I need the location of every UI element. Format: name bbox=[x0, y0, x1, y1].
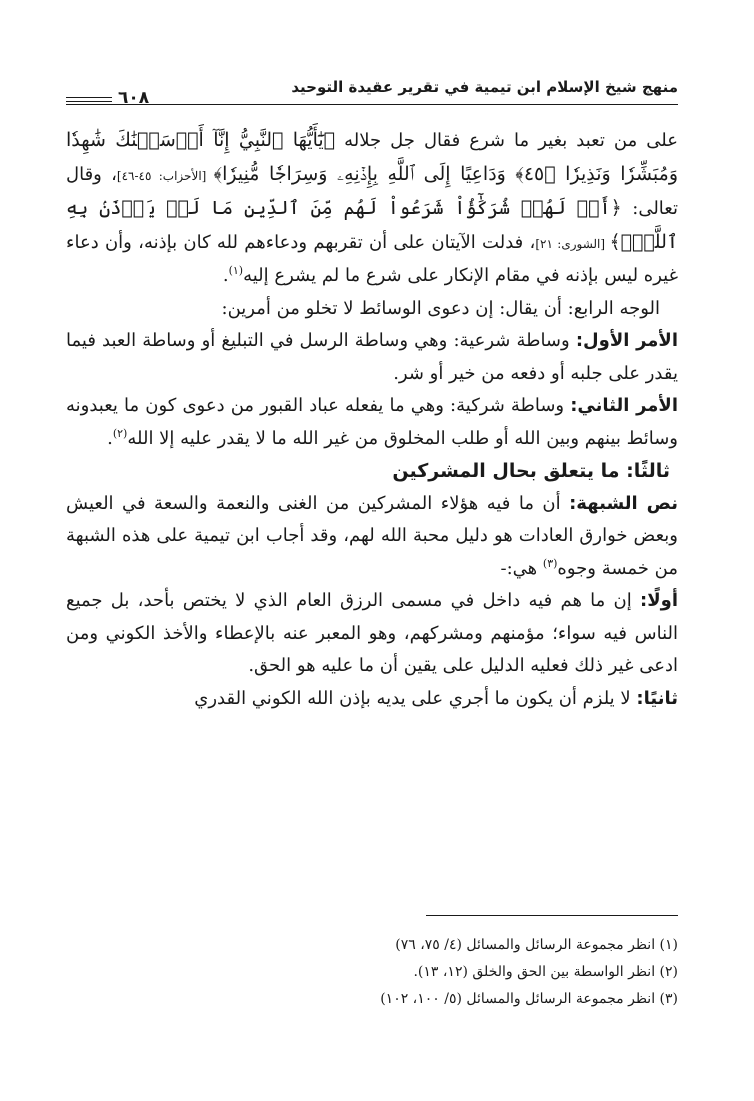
footnote: (٣) انظر مجموعة الرسائل والمسائل (٥/ ١٠٠، ١٠٢) bbox=[380, 991, 678, 1007]
lead-term: ثانيًا: bbox=[636, 687, 678, 709]
section-heading: ثالثًا: ما يتعلق بحال المشركين bbox=[392, 460, 670, 482]
header-double-rule-top bbox=[66, 97, 112, 98]
page-header bbox=[66, 74, 678, 108]
text-run: إن ما هم فيه داخل في مسمى الرزق العام الذي لا يختص بأحد، بل جميع الناس فيه سواء؛ مؤمنهم ومشركهم، وهو المعبر عنه بالإعطاء والأخذ الكوني ومن ادعى غير ذلك فعليه الدليل على يقين أن ما عليه هو الحق. bbox=[66, 590, 678, 676]
verse-reference: [الشورى: ٢١] bbox=[535, 236, 610, 251]
header-rule bbox=[66, 104, 678, 105]
page-number-block bbox=[66, 90, 176, 110]
quran-verse: ﴿أَمۡ لَهُمۡ شُرَكَٰٓؤُاْ شَرَعُواْ لَهُم مِّنَ ٱلدِّينِ مَا لَمۡ يَأۡذَنۢ بِهِ ٱللَّهُۚ﴾ bbox=[66, 197, 678, 253]
paragraph-first-point bbox=[66, 585, 678, 683]
text-run: وساطة شرعية: وهي وساطة الرسل في التبليغ أو وساطة العبد فيما يقدر على جلبه أو دفعه من خير أو شر. bbox=[66, 330, 678, 384]
paragraph-second-matter bbox=[66, 390, 678, 455]
paragraph-fourth-aspect: الوجه الرابع: أن يقال: إن دعوى الوسائط لا تخلو من أمرين: bbox=[221, 297, 660, 319]
paragraph-second-point bbox=[66, 683, 678, 716]
text-run: هي:- bbox=[500, 557, 543, 579]
text-run: على من تعبد بغير ما شرع فقال جل جلاله bbox=[335, 130, 678, 151]
header-double-rule-bottom bbox=[66, 101, 112, 102]
verse-reference: [الأحزاب: ٤٥-٤٦] bbox=[116, 168, 214, 183]
text-run: ، وقال تعالى: bbox=[66, 163, 678, 219]
running-title: منهج شيخ الإسلام ابن تيمية في تقرير عقيدة التوحيد bbox=[291, 78, 678, 96]
quran-verse: ﴿يَٰٓأَيُّهَا ٱلنَّبِيُّ إِنَّآ أَرۡسَلۡنَٰكَ شَٰهِدٗا وَمُبَشِّرٗا وَنَذِيرٗا ﴿٤٥﴾ وَدَاعِيًا إِلَى ٱللَّهِ بِإِذۡنِهِۦ وَسِرَاجٗا مُّنِيرٗا﴾ bbox=[66, 129, 679, 185]
paragraph-doubt-text bbox=[66, 488, 678, 586]
footnote: (١) انظر مجموعة الرسائل والمسائل (٤/ ٧٥، ٧٦) bbox=[395, 937, 678, 953]
text-run: وساطة شركية: وهي ما يفعله عباد القبور من دعوى كون ما يعبدونه وسائط بينهم وبين الله أو طلب المخلوق من غير الله ما لا يقدر عليه إلا الله bbox=[66, 395, 678, 449]
text-run: لا يلزم أن يكون ما أجري على يديه بإذن الله الكوني القدري bbox=[194, 687, 637, 709]
text-run: . bbox=[107, 427, 113, 449]
paragraph-quran-citation bbox=[66, 124, 678, 293]
page-number: ٦٠٨ bbox=[118, 88, 150, 108]
text-run: ، فدلت الآيتان على أن تقربهم ودعاءهم لله كان بإذنه، وأن دعاء غيره ليس بإذنه في مقام الإنكار على شرع ما لم يشرع إليه bbox=[66, 231, 678, 286]
footnote-marker: (١) bbox=[228, 264, 244, 277]
lead-term: أولًا: bbox=[640, 590, 678, 611]
footnote-marker: (٢) bbox=[112, 426, 128, 440]
lead-term: نص الشبهة: bbox=[569, 492, 678, 514]
paragraph-first-matter bbox=[66, 325, 678, 390]
footnote-marker: (٣) bbox=[542, 556, 558, 570]
lead-term: الأمر الثاني: bbox=[570, 395, 678, 416]
text-run: أن ما فيه هؤلاء المشركين من الغنى والنعمة والسعة في العيش وبعض خوارق العادات هو دليل محبة الله لهم، وقد أجاب ابن تيمية على هذه الشبهة من خمسة وجوه bbox=[66, 492, 678, 579]
main-text bbox=[66, 124, 678, 715]
text-run: . bbox=[222, 265, 229, 286]
footnote-separator bbox=[426, 915, 678, 916]
lead-term: الأمر الأول: bbox=[575, 330, 678, 351]
footnotes bbox=[66, 932, 678, 1013]
footnote: (٢) انظر الواسطة بين الحق والخلق (١٢، ١٣). bbox=[413, 964, 678, 980]
